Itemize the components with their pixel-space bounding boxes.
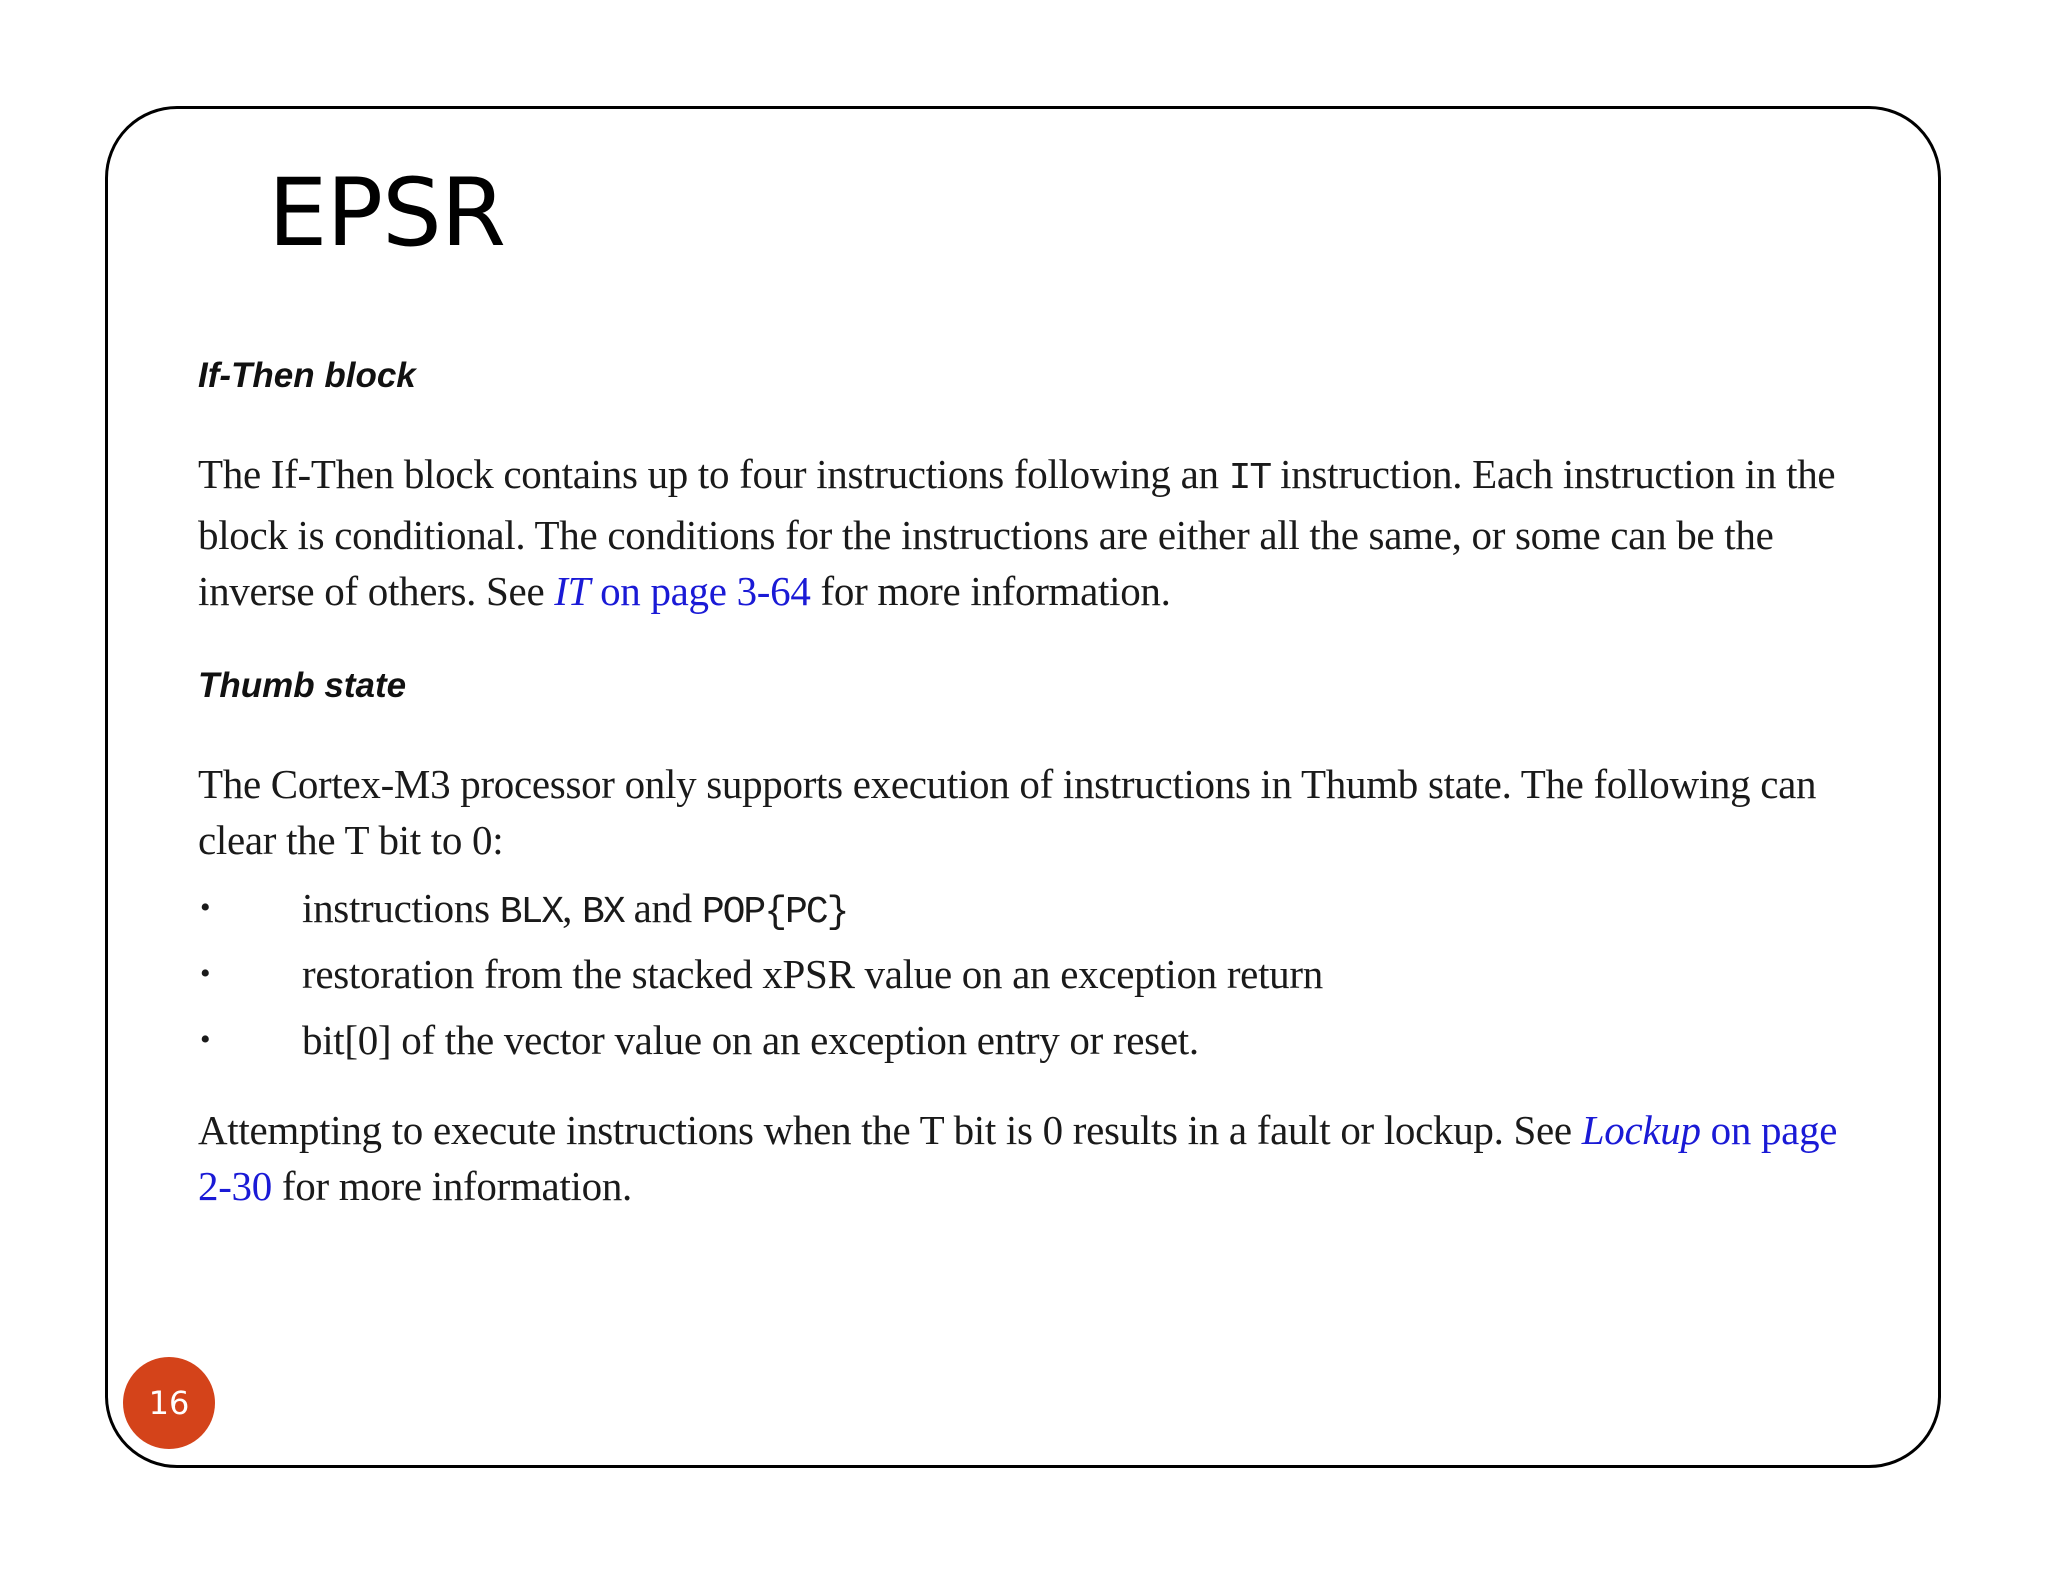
if-then-text-2: instruction. Each instruction in the block is conditional. The conditions for the instructions are either all the same, or some can be the inverse of others. See xyxy=(198,451,1836,614)
bullet-1-and: and xyxy=(623,885,702,931)
if-then-text-1: The If-Then block contains up to four instructions following an xyxy=(198,451,1229,497)
if-then-heading: If-Then block xyxy=(198,356,416,395)
document-excerpt xyxy=(196,340,1876,1400)
lockup-page-link[interactable]: on page 2-30 xyxy=(198,1107,1838,1209)
lockup-link[interactable]: Lockup xyxy=(1581,1107,1701,1153)
it-link[interactable]: IT xyxy=(554,568,591,614)
attempt-text: Attempting to execute instructions when the T bit is 0 results in a fault or lockup. See xyxy=(198,1107,1582,1153)
bullet-text-1 xyxy=(302,880,847,941)
bullet-text-3: bit[0] of the vector value on an exception entry or reset. xyxy=(302,1017,1199,1063)
it-page-link[interactable]: on page 3-64 xyxy=(590,568,811,614)
bullet-icon: • xyxy=(200,957,211,990)
bullet-icon: • xyxy=(200,1023,211,1056)
slide-title: EPSR xyxy=(268,159,506,268)
pop-pc-code: POP{PC} xyxy=(701,891,848,934)
bullet-text-2: restoration from the stacked xPSR value on an exception return xyxy=(302,951,1323,997)
blx-code: BLX xyxy=(499,891,563,934)
attempt-paragraph xyxy=(198,1102,1858,1214)
attempt-end: for more information. xyxy=(271,1163,632,1209)
it-code: IT xyxy=(1228,457,1271,500)
bx-code: BX xyxy=(582,891,624,934)
if-then-paragraph xyxy=(198,446,1858,619)
page-number-badge: 16 xyxy=(123,1357,215,1449)
bullet-icon: • xyxy=(200,891,211,924)
bullet-1-pre: instructions xyxy=(302,885,500,931)
thumb-intro-paragraph: The Cortex-M3 processor only supports execution of instructions in Thumb state. The following can clear the T bit to 0: xyxy=(198,761,1817,863)
if-then-text-3: for more information. xyxy=(810,568,1171,614)
bullet-1-sep: , xyxy=(562,885,583,931)
thumb-state-heading: Thumb state xyxy=(198,666,407,705)
